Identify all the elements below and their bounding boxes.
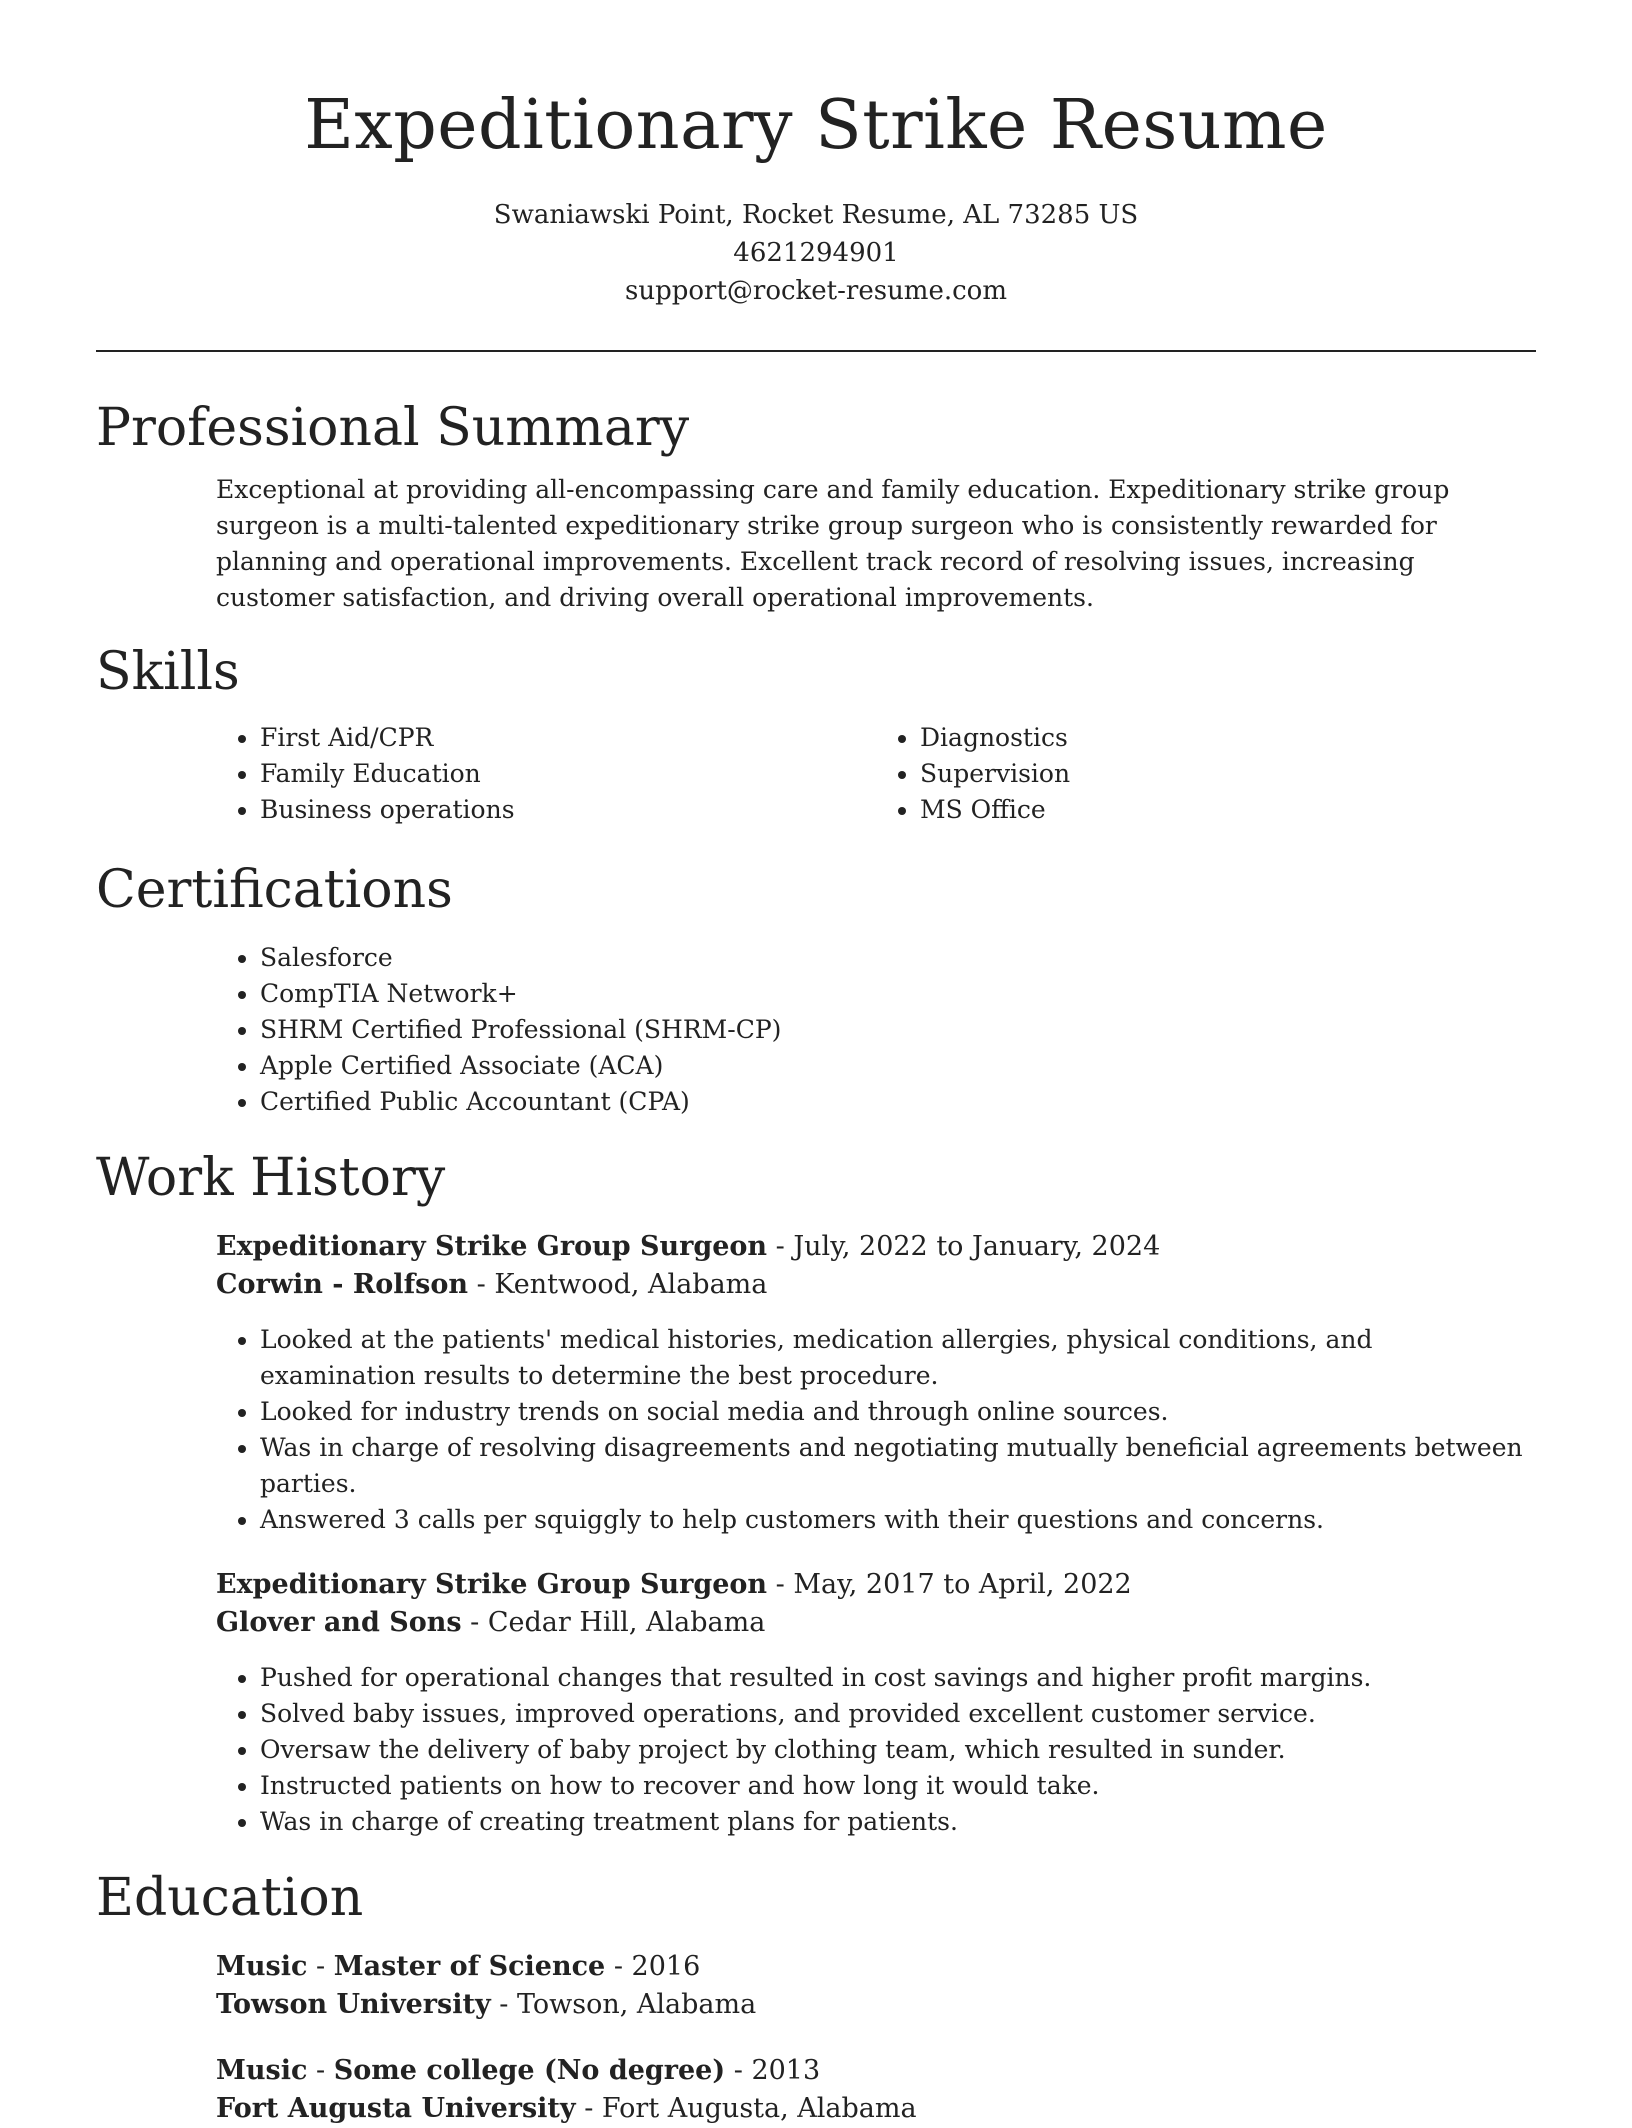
job-dates: July, 2022 to January, 2024 xyxy=(793,1231,1161,1262)
skill-item: • Business operations xyxy=(260,792,876,828)
graduation-year: 2016 xyxy=(631,1951,701,1982)
job-bullet: • Was in charge of creating treatment plans for patients. xyxy=(260,1804,1536,1840)
field-of-study: Music xyxy=(216,1951,308,1982)
skills-heading: Skills xyxy=(96,642,240,702)
certification-item: • SHRM Certified Professional (SHRM-CP) xyxy=(260,1012,1536,1048)
job-company-line xyxy=(216,1604,1536,1642)
summary-text: Exceptional at providing all-encompassing care and family education. Expeditionary strike group surgeon is a multi-talented expeditionary strike group surgeon who is consistently rewarded for planning and operational improvements. Excellent track record of resolving issues, increasing customer satisfaction, and driving overall operational improvements. xyxy=(216,475,1450,612)
certification-item: • Certified Public Accountant (CPA) xyxy=(260,1084,1536,1120)
separator: - xyxy=(725,2055,752,2086)
summary-section xyxy=(96,396,1536,616)
certification-item: • Apple Certified Associate (ACA) xyxy=(260,1048,1536,1084)
address: Swaniawski Point, Rocket Resume, AL 73285 US xyxy=(493,200,1139,230)
job-bullet: • Looked for industry trends on social media and through online sources. xyxy=(260,1394,1536,1430)
school-name: Towson University xyxy=(216,1989,491,2020)
skills-section xyxy=(96,640,1536,828)
job-bullet: • Looked at the patients' medical histories, medication allergies, physical conditions, and examination results to determine the best procedure. xyxy=(260,1322,1536,1394)
separator: - xyxy=(767,1231,794,1262)
skill-item: • Family Education xyxy=(260,756,876,792)
degree-line xyxy=(216,1948,1536,1986)
degree: Some college (No degree) xyxy=(333,2055,726,2086)
work-history-heading: Work History xyxy=(96,1148,446,1208)
education-entry xyxy=(216,2052,1536,2128)
job-bullet: • Answered 3 calls per squiggly to help customers with their questions and concerns. xyxy=(260,1502,1536,1538)
separator: - xyxy=(461,1607,488,1638)
resume-title: Expeditionary Strike Resume xyxy=(304,86,1328,165)
skills-list-left xyxy=(216,720,876,828)
certification-item: • Salesforce xyxy=(260,940,1536,976)
job-entry xyxy=(216,1228,1536,1538)
job-bullet: • Was in charge of resolving disagreements and negotiating mutually beneficial agreements between parties. xyxy=(260,1430,1536,1502)
school-line xyxy=(216,2090,1536,2128)
job-title-line xyxy=(216,1566,1536,1604)
resume-header xyxy=(96,0,1536,310)
job-dates: May, 2017 to April, 2022 xyxy=(793,1569,1132,1600)
job-location: Kentwood, Alabama xyxy=(494,1269,768,1300)
job-bullet: • Instructed patients on how to recover and how long it would take. xyxy=(260,1768,1536,1804)
degree-line xyxy=(216,2052,1536,2090)
job-entry xyxy=(216,1566,1536,1840)
job-bullet: • Solved baby issues, improved operations, and provided excellent customer service. xyxy=(260,1696,1536,1732)
separator: - xyxy=(307,2055,334,2086)
separator: - xyxy=(307,1951,334,1982)
phone: 4621294901 xyxy=(733,238,899,268)
header-divider xyxy=(96,350,1536,352)
job-location: Cedar Hill, Alabama xyxy=(487,1607,766,1638)
separator: - xyxy=(575,2093,602,2124)
job-company: Corwin - Rolfson xyxy=(216,1269,469,1300)
school-line xyxy=(216,1986,1536,2024)
separator: - xyxy=(605,1951,632,1982)
skill-item: • Supervision xyxy=(920,756,1536,792)
separator: - xyxy=(767,1569,794,1600)
school-location: Fort Augusta, Alabama xyxy=(601,2093,917,2124)
school-location: Towson, Alabama xyxy=(516,1989,757,2020)
graduation-year: 2013 xyxy=(751,2055,821,2086)
job-bullet: • Pushed for operational changes that resulted in cost savings and higher profit margins. xyxy=(260,1660,1536,1696)
skills-list-right xyxy=(876,720,1536,828)
job-bullet: • Oversaw the delivery of baby project by clothing team, which resulted in sunder. xyxy=(260,1732,1536,1768)
certifications-section xyxy=(96,858,1536,1120)
job-title: Expeditionary Strike Group Surgeon xyxy=(216,1569,768,1600)
certifications-list xyxy=(216,940,1536,1120)
certifications-heading: Certifications xyxy=(96,860,453,920)
job-company: Glover and Sons xyxy=(216,1607,462,1638)
job-title-line xyxy=(216,1228,1536,1266)
skill-item: • Diagnostics xyxy=(920,720,1536,756)
education-entry xyxy=(216,1948,1536,2024)
separator: - xyxy=(468,1269,495,1300)
job-company-line xyxy=(216,1266,1536,1304)
job-title: Expeditionary Strike Group Surgeon xyxy=(216,1231,768,1262)
job-bullets xyxy=(216,1322,1536,1538)
separator: - xyxy=(490,1989,517,2020)
work-history-section xyxy=(96,1146,1536,1840)
summary-heading: Professional Summary xyxy=(96,398,690,458)
degree: Master of Science xyxy=(333,1951,606,1982)
email: support@rocket-resume.com xyxy=(624,276,1007,306)
skill-item: • First Aid/CPR xyxy=(260,720,876,756)
job-bullets xyxy=(216,1660,1536,1840)
certification-item: • CompTIA Network+ xyxy=(260,976,1536,1012)
education-section xyxy=(96,1866,1536,2128)
education-heading: Education xyxy=(96,1868,364,1928)
skills-columns xyxy=(96,720,1536,828)
contact-info xyxy=(96,196,1536,310)
skill-item: • MS Office xyxy=(920,792,1536,828)
school-name: Fort Augusta University xyxy=(216,2093,576,2124)
field-of-study: Music xyxy=(216,2055,308,2086)
